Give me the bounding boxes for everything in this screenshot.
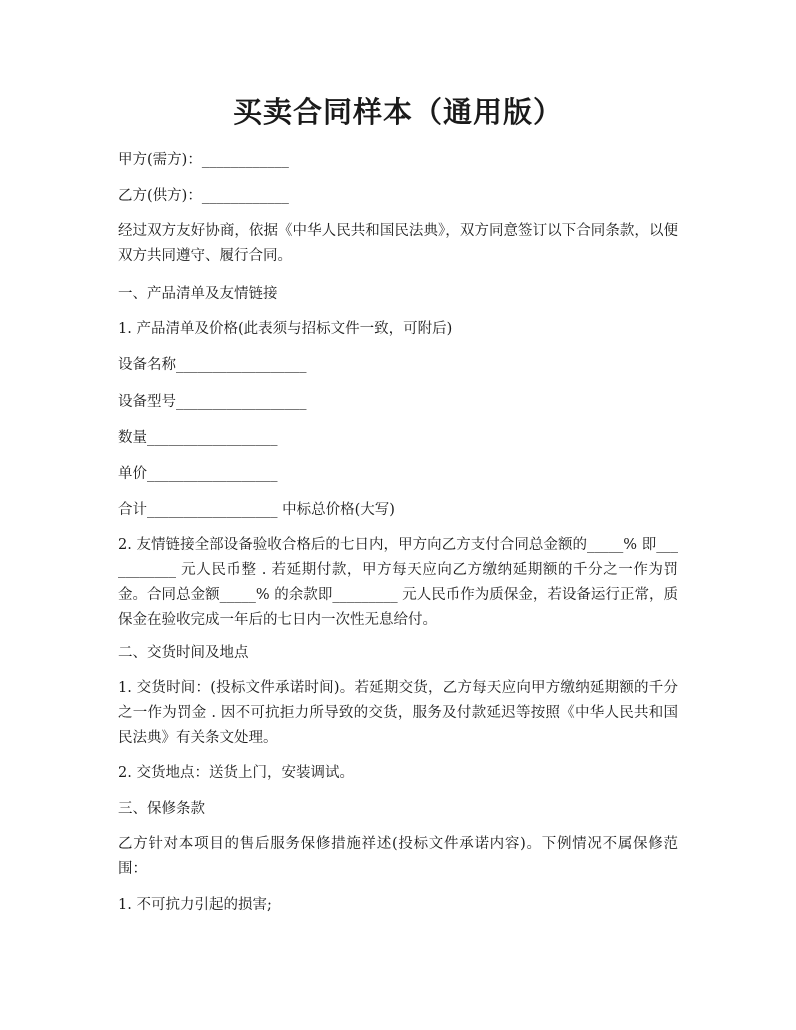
field-quantity: 数量__________________	[118, 430, 278, 446]
section-3-heading: 三、保修条款	[118, 801, 205, 817]
section-3-intro: 乙方针对本项目的售后服务保修措施祥述(投标文件承诺内容)。下例情况不属保修范围：	[118, 836, 678, 877]
party-b-line: 乙方(供方)：____________	[118, 188, 289, 204]
section-1-item-1: 1. 产品清单及价格(此表须与招标文件一致，可附后)	[118, 321, 453, 337]
section-2-item-2: 2. 交货地点：送货上门，安装调试。	[118, 765, 354, 781]
section-1-heading: 一、产品清单及友情链接	[118, 286, 278, 302]
document-title: 买卖合同样本（通用版）	[232, 95, 563, 129]
field-equipment-name: 设备名称__________________	[118, 357, 307, 373]
field-total: 合计__________________ 中标总价格(大写)	[118, 502, 395, 518]
section-2-heading: 二、交货时间及地点	[118, 645, 249, 661]
party-a-line: 甲方(需方)：____________	[118, 152, 289, 168]
section-1-item-2: 2. 友情链接全部设备验收合格后的七日内，甲方向乙方支付合同总金额的_____% 即___________ 元人民币整 . 若延期付款，甲方每天应向乙方缴纳延期额的千分之一作为罚金。合同总金额_____% 的余款即_________ 元人民币作为质保金，若设备运行正常，质保金在验收完成一年后的七日内一次性无息给付。	[118, 537, 678, 628]
section-3-item-1: 1. 不可抗力引起的损害;	[118, 897, 272, 913]
field-unit-price: 单价__________________	[118, 466, 278, 482]
intro-paragraph: 经过双方友好协商，依据《中华人民共和国民法典》，双方同意签订以下合同条款，以便双方共同遵守、履行合同。	[118, 223, 678, 264]
field-equipment-model: 设备型号__________________	[118, 394, 307, 410]
section-2-item-1: 1. 交货时间：(投标文件承诺时间)。若延期交货，乙方每天应向甲方缴纳延期额的千分之一作为罚金 . 因不可抗拒力所导致的交货，服务及付款延迟等按照《中华人民共和国民法典》有关条文处理。	[118, 680, 678, 746]
